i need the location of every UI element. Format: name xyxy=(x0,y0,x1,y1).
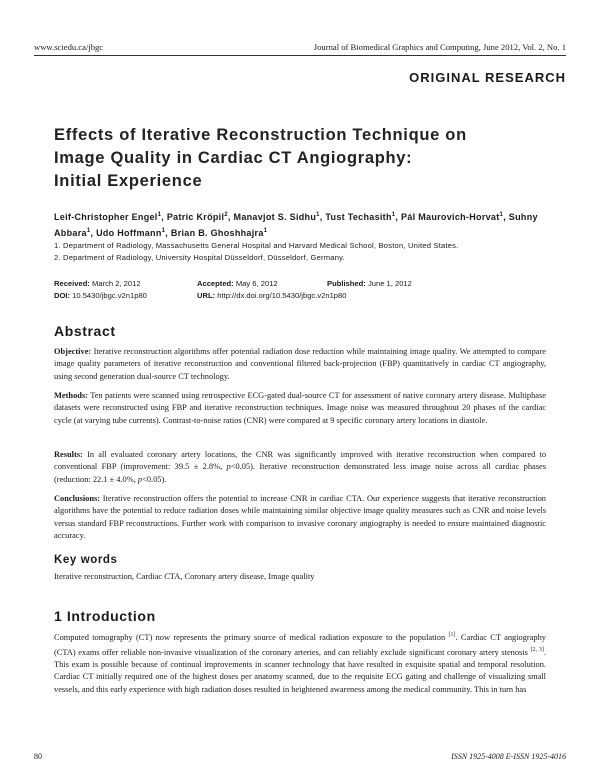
abstract-results: Results: In all evaluated coronary artery locations, the CNR was significantly improved with iterative reconstruction when compared to conventional FBP (improvement: 39.5 ± 2.8%, p<0.05). Iterative reconstruction demonstrated less image noise across all cardiac phases (reduction: 22.1 ± 4.0%, p<0.05). xyxy=(54,450,547,484)
abstract-objective: Objective: Iterative reconstruction algorithms offer potential radiation dose reduction while maintaining image quality. We attempted to compare image quality parameters of iterative reconstruction and conventional filtered back-projection (FBP) quantitatively in cardiac CT angiography, using second generation dual-source CT technology. xyxy=(54,347,546,381)
affiliation: 1. Department of Radiology, Massachusetts General Hospital and Harvard Medical School, Boston, United States. xyxy=(54,241,459,250)
affiliations xyxy=(54,240,554,263)
title-line: Image Quality in Cardiac CT Angiography: xyxy=(54,149,413,167)
journal-url[interactable]: www.sciedu.ca/jbgc xyxy=(34,42,104,52)
author: Manavjot S. Sidhu$^1$, xyxy=(233,212,326,222)
author: Suhny Abbara$^1$, xyxy=(54,212,538,238)
author: Leif-Christopher Engel$^1$, xyxy=(54,212,167,222)
author: Brian B. Ghoshhajra$^1$ xyxy=(170,228,268,238)
accepted-date: Accepted: May 6, 2012 xyxy=(197,279,278,288)
citation-ref[interactable]: [1] xyxy=(448,632,456,638)
author: Tust Techasith$^1$, xyxy=(325,212,402,222)
doi-url: URL: http://dx.doi.org/10.5430/jbgc.v2n1p80 xyxy=(197,290,347,300)
keywords-heading: Key words xyxy=(54,554,118,566)
author-list xyxy=(54,208,554,240)
publication-info xyxy=(54,278,554,301)
running-header xyxy=(34,42,566,56)
published-date: Published: June 1, 2012 xyxy=(327,279,412,288)
title-line: Effects of Iterative Reconstruction Technique on xyxy=(54,126,467,144)
section-tag: ORIGINAL RESEARCH xyxy=(409,70,566,85)
received-date: Received: March 2, 2012 xyxy=(54,279,141,288)
journal-citation: Journal of Biomedical Graphics and Computing, June 2012, Vol. 2, No. 1 xyxy=(313,42,566,52)
title-line: Initial Experience xyxy=(54,172,203,190)
page-number: 80 xyxy=(34,752,42,761)
abstract-methods: Methods: Ten patients were scanned using retrospective ECG-gated dual-source CT for assessment of native coronary artery disease. Multiphase datasets were reconstructed using FBP and iterative reconstruction techniques. Image noise was measured throughout 20 phases of the cardiac cycle (at varying tube currents). Contrast-to-noise ratios (CNR) were compared at 9 specific coronary artery locations in diastole. xyxy=(54,391,546,425)
introduction-text: Computed tomography (CT) now represents the primary source of medical radiation exposure to the population [1]. Cardiac CT angiography (CTA) exams offer reliable non-invasive visualization of the coronary arteries, and can reliably exclude significant coronary artery stenosis [2, 3]. This exam is possible because of continual improvements in scanner technology that have resulted in exquisite spatial and temporal resolution. Cardiac CT initially required one of the highest doses per anatomy scanned, due to the requisite ECG gating and challenge of visualizing small vessels, and this early experience with high radiation doses resulted in heightened awareness among the medical community. This in turn has xyxy=(54,632,546,694)
issn: ISSN 1925-4008 E-ISSN 1925-4016 xyxy=(451,752,566,761)
introduction-heading: 1 Introduction xyxy=(54,608,156,624)
doi: DOI: 10.5430/jbgc.v2n1p80 xyxy=(54,290,147,300)
abstract-conclusions: Conclusions: Iterative reconstruction offers the potential to increase CNR in cardiac CTA. Our experience suggests that iterative reconstruction algorithms have the potential to reduce radiation doses while maintaining similar objective image quality measures such as CNR and noise levels versus standard FBP reconstructions. Further work with comparison to invasive coronary angiography is needed to ensure maintained diagnostic accuracy. xyxy=(54,494,546,540)
citation-ref[interactable]: [2, 3] xyxy=(530,647,544,654)
author: Patric Kröpil$^2$, xyxy=(166,212,234,222)
keywords-text: Iterative reconstruction, Cardiac CTA, Coronary artery disease, Image quality xyxy=(54,572,315,581)
author: Pál Maurovich-Horvat$^1$, xyxy=(401,212,509,222)
author: Udo Hoffmann$^1$, xyxy=(96,228,171,238)
paper-title xyxy=(54,124,554,193)
abstract-heading: Abstract xyxy=(54,323,116,339)
affiliation: 2. Department of Radiology, University Hospital Düsseldorf, Düsseldorf, Germany. xyxy=(54,252,345,262)
page-footer xyxy=(34,752,566,761)
